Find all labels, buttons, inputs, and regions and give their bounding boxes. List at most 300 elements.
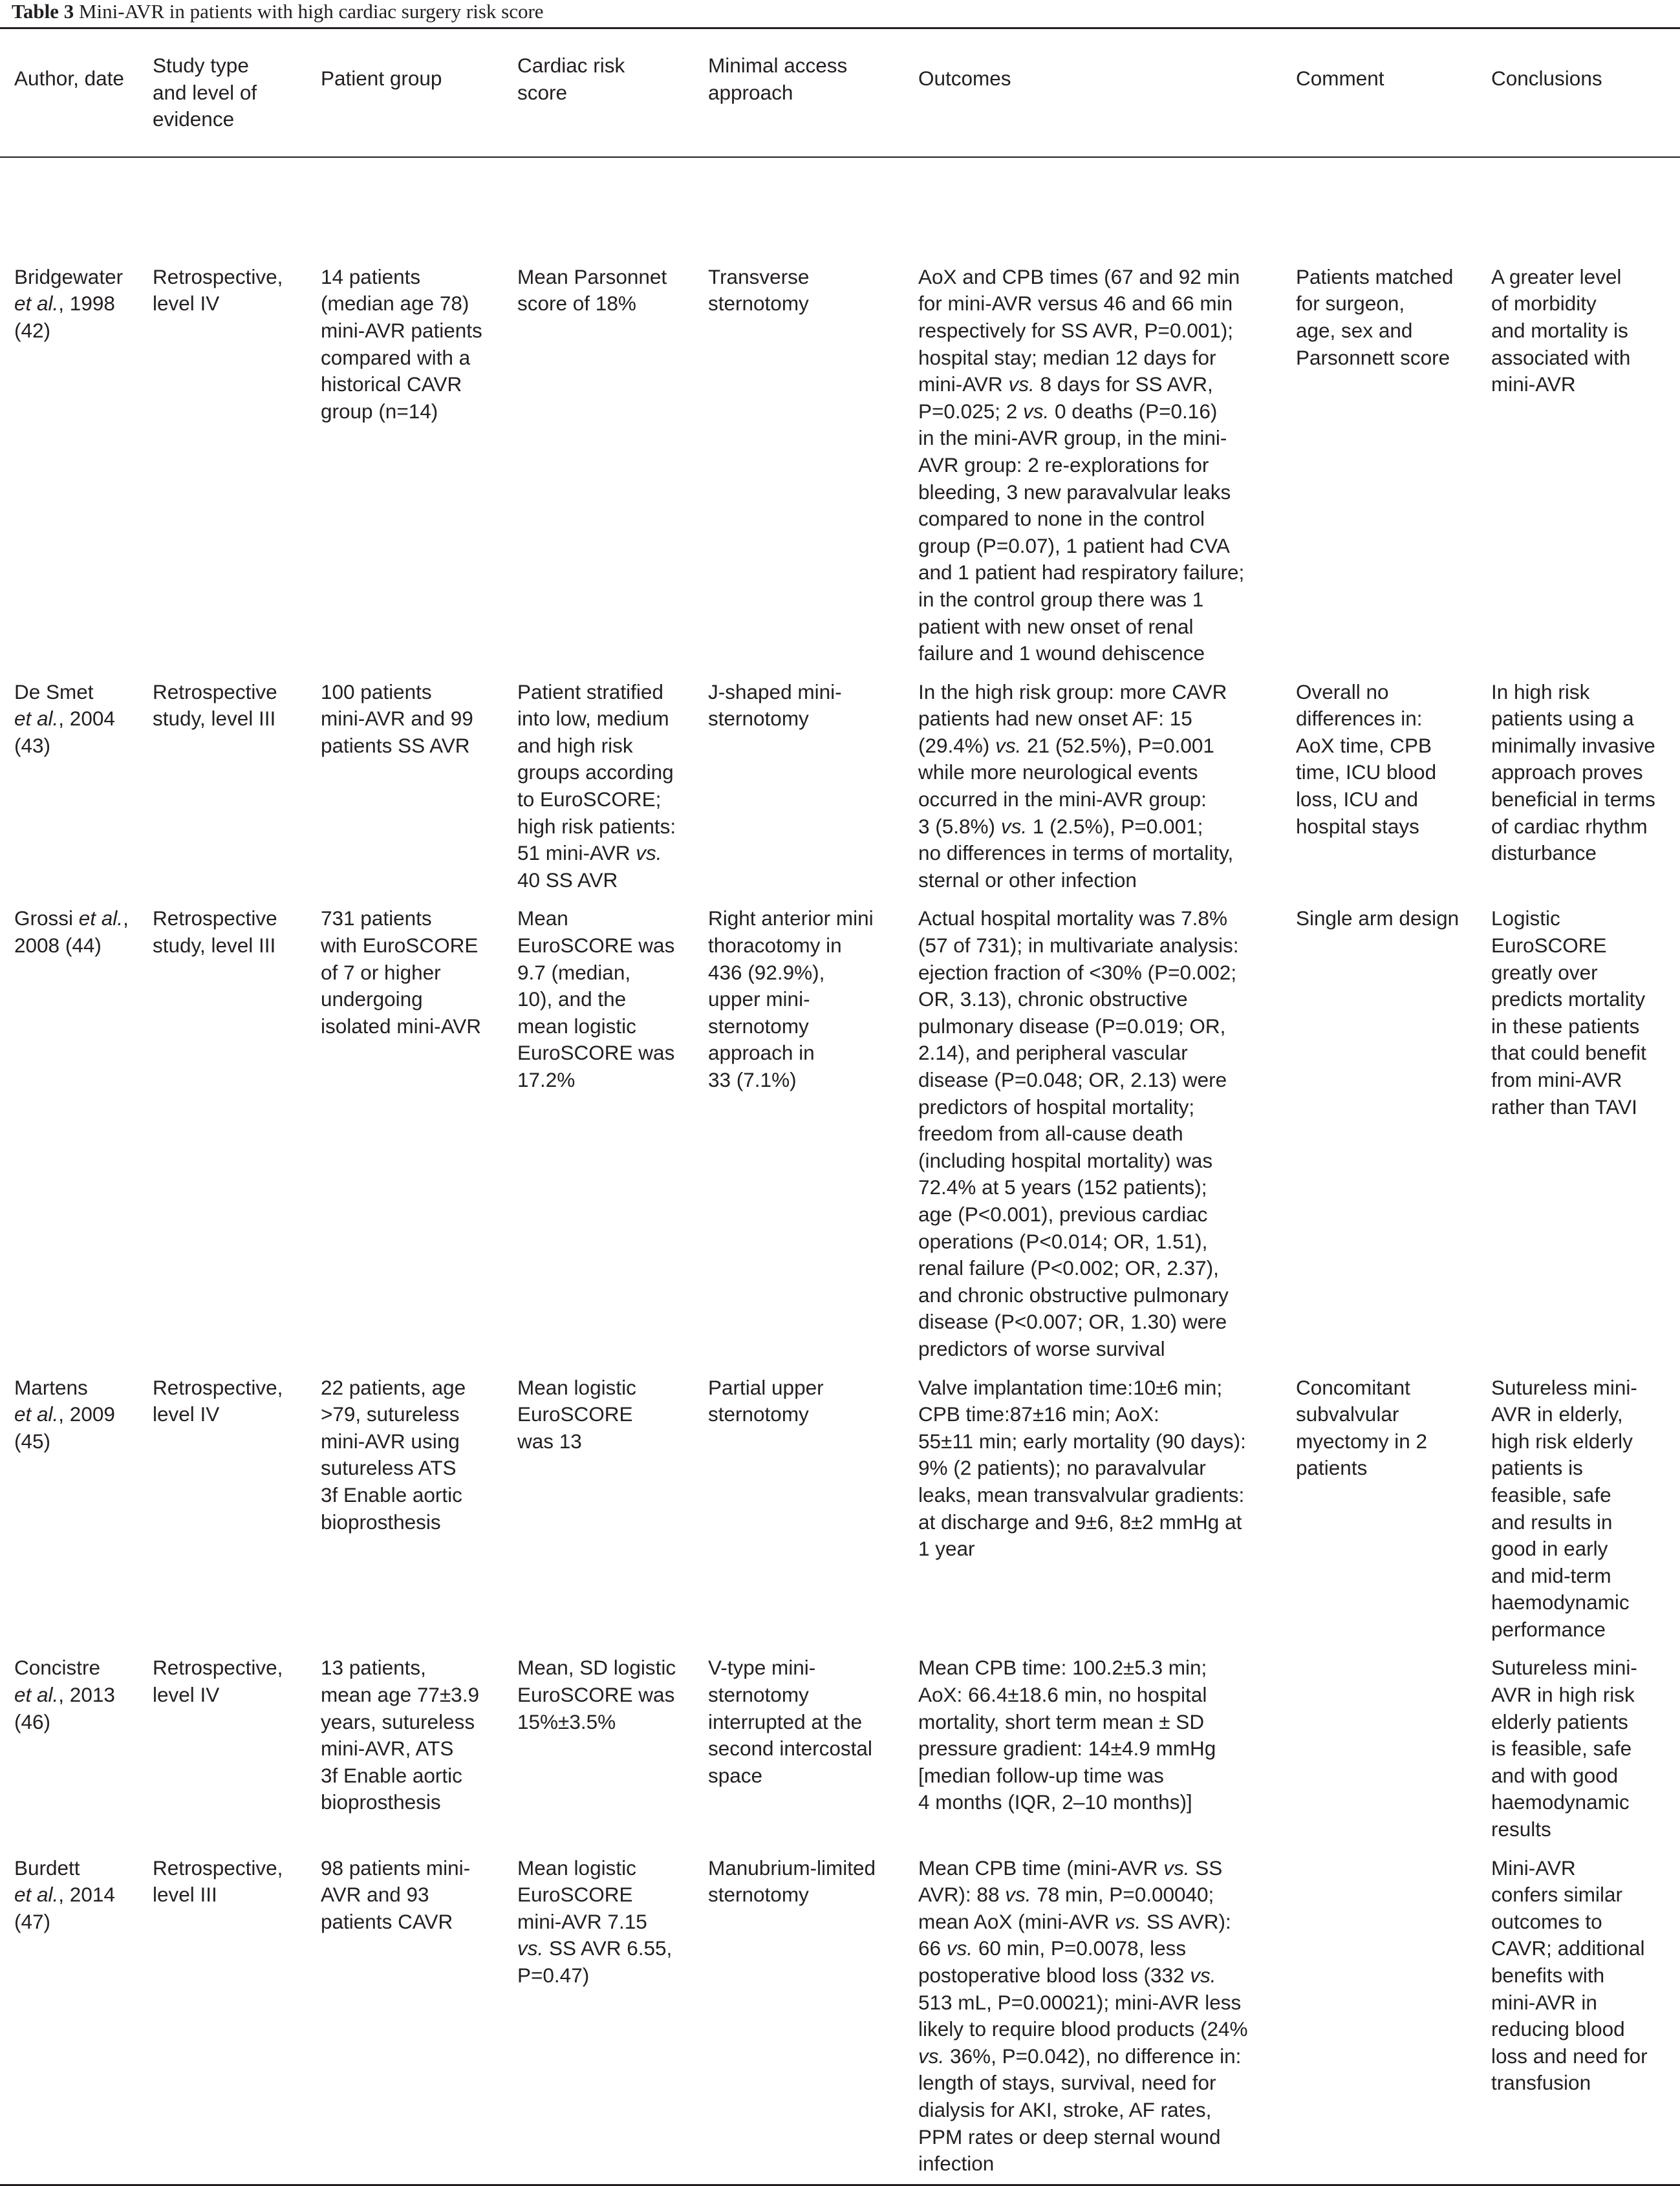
cell-line: and mortality is [1491, 318, 1628, 342]
cell-line: is feasible, safe [1491, 1737, 1632, 1761]
cell-line: PPM rates or deep sternal wound [918, 2125, 1221, 2148]
cell-line: Concistre [14, 1656, 101, 1680]
column-header-outcomes [904, 28, 1282, 157]
cell-line: AVR group: 2 re-explorations for [918, 453, 1209, 477]
cell-line: AVR): 88 vs. 78 min, P=0.00040; [918, 1883, 1214, 1907]
cell-line: (45) [14, 1429, 51, 1453]
table-body [0, 157, 1680, 2185]
cell-line: subvalvular [1296, 1402, 1399, 1426]
cell-line: 731 patients [321, 906, 432, 930]
cell-line: disease (P=0.048; OR, 2.13) were [918, 1068, 1227, 1091]
cell-line: 14 patients [321, 264, 421, 288]
cell-line: Martens [14, 1375, 88, 1399]
cell-line: and level of [153, 80, 257, 104]
cell-line: patients SS AVR [321, 733, 470, 757]
cell-line: outcomes to [1491, 1909, 1602, 1933]
approach-cell [694, 157, 904, 674]
cell-line: and results in [1491, 1510, 1613, 1534]
cell-line: myectomy in 2 [1296, 1429, 1428, 1453]
cell-line: EuroSCORE was [517, 934, 675, 958]
cell-line: age, sex and [1296, 318, 1413, 342]
cell-line: sternotomy [708, 1402, 809, 1426]
cell-line: upper mini- [708, 987, 810, 1011]
cell-line: 4 months (IQR, 2–10 months)] [918, 1790, 1192, 1814]
approach-cell [694, 1369, 904, 1650]
study-type-cell [138, 157, 307, 674]
cell-line: and chronic obstructive pulmonary [918, 1283, 1229, 1307]
cell-line: predictors of worse survival [918, 1336, 1165, 1360]
outcomes-cell [904, 674, 1282, 901]
cell-line: Cardiac risk [517, 54, 625, 77]
cell-line: et al., 1998 [14, 292, 115, 316]
cell-line: historical CAVR [321, 372, 462, 396]
cell-line: from mini-AVR [1491, 1068, 1622, 1091]
cell-line: no differences in terms of mortality, [918, 841, 1234, 865]
cell-line: of 7 or higher [321, 960, 441, 984]
cell-line: confers similar [1491, 1883, 1623, 1907]
approach-cell [694, 674, 904, 901]
cell-line: reducing blood [1491, 2017, 1625, 2041]
cell-line: 66 vs. 60 min, P=0.0078, less [918, 1936, 1187, 1960]
cell-line: Parsonnett score [1296, 345, 1450, 369]
cell-line: (median age 78) [321, 292, 469, 316]
cell-line: and 1 patient had respiratory failure; [918, 561, 1245, 584]
cell-line: 17.2% [517, 1068, 576, 1091]
cell-line: bioprosthesis [321, 1510, 441, 1534]
cell-line: OR, 3.13), chronic obstructive [918, 987, 1188, 1011]
outcomes-cell [904, 1369, 1282, 1650]
column-header-study-type [138, 28, 307, 157]
cell-line: et al., 2004 [14, 707, 115, 731]
cell-line: Retrospective, [153, 1856, 283, 1880]
cell-line: good in early [1491, 1537, 1608, 1561]
cell-line: bioprosthesis [321, 1790, 441, 1814]
cell-line: renal failure (P<0.002; OR, 2.37), [918, 1256, 1219, 1280]
cell-line: EuroSCORE [1491, 934, 1607, 958]
cell-line: study, level III [153, 707, 276, 731]
cell-line: Right anterior mini [708, 906, 874, 930]
cell-line: mini-AVR 7.15 [517, 1909, 647, 1933]
cell-line: Patients matched [1296, 264, 1454, 288]
cell-line: 9% (2 patients); no paravalvular [918, 1456, 1206, 1480]
cell-line: AoX and CPB times (67 and 92 min [918, 264, 1240, 288]
cell-line: level III [153, 1883, 217, 1907]
cell-line: In high risk [1491, 680, 1590, 703]
table-header [0, 28, 1680, 157]
cell-line: AoX: 66.4±18.6 min, no hospital [918, 1683, 1207, 1707]
table-row [0, 1850, 1680, 2185]
patient-group-cell [307, 674, 503, 901]
cell-line: dialysis for AKI, stroke, AF rates, [918, 2097, 1212, 2121]
table-label: Table 3 [12, 0, 74, 23]
cell-line: mini-AVR in [1491, 1990, 1597, 2014]
column-header-author-date [0, 28, 138, 157]
cell-line: patients [1296, 1456, 1368, 1480]
cell-line: 3f Enable aortic [321, 1763, 462, 1787]
author-cell [0, 1369, 138, 1650]
cell-line: Overall no [1296, 680, 1389, 703]
cell-line: sternotomy [708, 1883, 809, 1907]
cell-line: minimally invasive [1491, 733, 1655, 757]
cell-line: failure and 1 wound dehiscence [918, 641, 1205, 665]
cell-line: respectively for SS AVR, P=0.001); [918, 318, 1234, 342]
patient-group-cell [307, 1850, 503, 2185]
risk-score-cell [503, 674, 694, 901]
cell-line: AVR in high risk [1491, 1683, 1635, 1707]
cell-line: In the high risk group: more CAVR [918, 680, 1227, 703]
cell-line: transfusion [1491, 2071, 1591, 2095]
cell-line: Mean logistic [517, 1375, 636, 1399]
cell-line: vs. SS AVR 6.55, [517, 1936, 673, 1960]
cell-line: pulmonary disease (P=0.019; OR, [918, 1014, 1226, 1038]
cell-line: rather than TAVI [1491, 1095, 1637, 1119]
cell-line: compared to none in the control [918, 507, 1205, 531]
cell-line: at discharge and 9±6, 8±2 mmHg at [918, 1510, 1242, 1534]
cell-line: 22 patients, age [321, 1375, 466, 1399]
cell-line: 9.7 (median, [517, 960, 631, 984]
cell-line: Mean [517, 906, 568, 930]
risk-score-cell [503, 900, 694, 1369]
cell-line: approach in [708, 1041, 815, 1065]
study-type-cell [138, 674, 307, 901]
cell-line: study, level III [153, 934, 276, 958]
cell-line: mean AoX (mini-AVR vs. SS AVR): [918, 1909, 1231, 1933]
cell-line: (57 of 731); in multivariate analysis: [918, 934, 1239, 958]
cell-line: (42) [14, 318, 51, 342]
cell-line: Mean CPB time: 100.2±5.3 min; [918, 1656, 1207, 1680]
cell-line: length of stays, survival, need for [918, 2071, 1216, 2095]
cell-line: 55±11 min; early mortality (90 days): [918, 1429, 1246, 1453]
cell-line: [median follow-up time was [918, 1763, 1164, 1787]
author-cell [0, 1850, 138, 2185]
cell-line: Mean, SD logistic [517, 1656, 676, 1680]
cell-line: V-type mini- [708, 1656, 816, 1680]
cell-line: Study type [153, 54, 249, 77]
cell-line: approach proves [1491, 760, 1643, 784]
cell-line: et al., 2014 [14, 1883, 115, 1907]
column-header-minimal-access-approach [694, 28, 904, 157]
cell-line: performance [1491, 1617, 1606, 1641]
conclusion-cell [1477, 1369, 1680, 1650]
cell-line: in these patients [1491, 1014, 1640, 1038]
study-type-cell [138, 1850, 307, 2185]
risk-score-cell [503, 157, 694, 674]
cell-line: Sutureless mini- [1491, 1375, 1637, 1399]
cell-line: 2.14), and peripheral vascular [918, 1041, 1188, 1065]
cell-line: 40 SS AVR [517, 868, 618, 892]
cell-line: Retrospective, [153, 1656, 283, 1680]
patient-group-cell [307, 1369, 503, 1650]
cell-line: likely to require blood products (24% [918, 2017, 1248, 2041]
cell-line: AVR in elderly, [1491, 1402, 1623, 1426]
cell-line: time, ICU blood [1296, 760, 1437, 784]
cell-line: AoX time, CPB [1296, 733, 1432, 757]
cell-line: group (P=0.07), 1 patient had CVA [918, 533, 1230, 557]
cell-line: 13 patients, [321, 1656, 426, 1680]
approach-cell [694, 900, 904, 1369]
cell-line: to EuroSCORE; [517, 788, 662, 811]
cell-line: Retrospective [153, 906, 277, 930]
cell-line: results [1491, 1817, 1551, 1841]
cell-line: (including hospital mortality) was [918, 1148, 1213, 1172]
column-header-patient-group [307, 28, 503, 157]
cell-line: mini-AVR and 99 [321, 707, 473, 731]
cell-line: Burdett [14, 1856, 80, 1880]
cell-line: interrupted at the [708, 1709, 863, 1733]
cell-line: Bridgewater [14, 264, 124, 288]
cell-line: Concomitant [1296, 1375, 1410, 1399]
cell-line: postoperative blood loss (332 vs. [918, 1964, 1216, 1987]
table-row [0, 1369, 1680, 1650]
cell-line: score [517, 80, 568, 104]
cell-line: 3f Enable aortic [321, 1483, 462, 1506]
cell-line: operations (P<0.014; OR, 1.51), [918, 1229, 1208, 1253]
cell-line: (46) [14, 1709, 51, 1733]
cell-line: mini-AVR, ATS [321, 1737, 454, 1761]
cell-line: 98 patients mini- [321, 1856, 471, 1880]
cell-line: of cardiac rhythm [1491, 814, 1648, 838]
cell-line: infection [918, 2152, 995, 2176]
risk-score-cell [503, 1649, 694, 1849]
cell-line: disturbance [1491, 841, 1597, 865]
cell-line: EuroSCORE [517, 1883, 633, 1907]
cell-line: EuroSCORE was [517, 1683, 675, 1707]
approach-cell [694, 1850, 904, 2185]
cell-line: that could benefit [1491, 1041, 1646, 1065]
cell-line: compared with a [321, 345, 471, 369]
patient-group-cell [307, 1649, 503, 1849]
cell-line: level IV [153, 1683, 220, 1707]
cell-line: Author, date [14, 67, 124, 90]
cell-line: Retrospective, [153, 264, 283, 288]
cell-line: Mini-AVR [1491, 1856, 1576, 1880]
comment-cell [1282, 1369, 1477, 1650]
cell-line: mini-AVR patients [321, 318, 482, 342]
conclusion-cell [1477, 1649, 1680, 1849]
cell-line: Retrospective, [153, 1375, 283, 1399]
risk-score-cell [503, 1369, 694, 1650]
cell-line: CPB time:87±16 min; AoX: [918, 1402, 1159, 1426]
conclusion-cell [1477, 674, 1680, 901]
cell-line: P=0.47) [517, 1964, 590, 1987]
cell-line: mortality, short term mean ± SD [918, 1709, 1205, 1733]
cell-line: (29.4%) vs. 21 (52.5%), P=0.001 [918, 733, 1214, 757]
cell-line: 15%±3.5% [517, 1709, 616, 1733]
cell-line: predicts mortality [1491, 987, 1646, 1011]
conclusion-cell [1477, 1850, 1680, 2185]
cell-line: 2008 (44) [14, 934, 102, 958]
cell-line: age (P<0.001), previous cardiac [918, 1202, 1208, 1226]
cell-line: in the mini-AVR group, in the mini- [918, 426, 1227, 450]
cell-line: level IV [153, 1402, 220, 1426]
author-cell [0, 1649, 138, 1849]
cell-line: for surgeon, [1296, 292, 1405, 316]
cell-line: loss and need for [1491, 2044, 1648, 2068]
cell-line: (47) [14, 1909, 51, 1933]
cell-line: was 13 [517, 1429, 582, 1453]
cell-line: Mean Parsonnet [517, 264, 667, 288]
cell-line: and high risk [517, 733, 633, 757]
cell-line: Grossi et al., [14, 906, 129, 930]
author-cell [0, 157, 138, 674]
patient-group-cell [307, 157, 503, 674]
cell-line: beneficial in terms [1491, 788, 1655, 811]
comment-cell [1282, 1850, 1477, 2185]
cell-line: Transverse [708, 264, 810, 288]
cell-line: Comment [1296, 67, 1384, 90]
comment-cell [1282, 900, 1477, 1369]
cell-line: high risk patients: [517, 814, 676, 838]
cell-line: and mid-term [1491, 1563, 1611, 1587]
study-type-cell [138, 900, 307, 1369]
cell-line: 436 (92.9%), [708, 960, 825, 984]
cell-line: Valve implantation time:10±6 min; [918, 1375, 1223, 1399]
cell-line: Sutureless mini- [1491, 1656, 1637, 1680]
cell-line: leaks, mean transvalvular gradients: [918, 1483, 1245, 1506]
table-row [0, 1649, 1680, 1849]
cell-line: mini-AVR vs. 8 days for SS AVR, [918, 372, 1213, 396]
cell-line: sternotomy [708, 292, 809, 316]
cell-line: 100 patients [321, 680, 432, 703]
cell-line: disease (P<0.007; OR, 1.30) were [918, 1310, 1227, 1334]
cell-line: sternal or other infection [918, 868, 1137, 892]
cell-line: bleeding, 3 new paravalvular leaks [918, 480, 1231, 504]
column-header-cardiac-risk-score [503, 28, 694, 157]
table-caption [12, 0, 544, 26]
outcomes-cell [904, 1649, 1282, 1849]
cell-line: CAVR; additional [1491, 1936, 1645, 1960]
header-row [0, 28, 1680, 157]
comment-cell [1282, 674, 1477, 901]
cell-line: 33 (7.1%) [708, 1068, 797, 1091]
cell-line: mean age 77±3.9 [321, 1683, 479, 1707]
cell-line: second intercostal [708, 1737, 872, 1761]
cell-line: Outcomes [918, 67, 1011, 90]
cell-line: in the control group there was 1 [918, 587, 1204, 611]
cell-line: sternotomy [708, 1014, 809, 1038]
comment-cell [1282, 1649, 1477, 1849]
cell-line: patients had new onset AF: 15 [918, 707, 1192, 731]
cell-line: EuroSCORE was [517, 1041, 675, 1065]
outcomes-cell [904, 1850, 1282, 2185]
cell-line: evidence [153, 107, 235, 131]
cell-line: benefits with [1491, 1964, 1605, 1987]
conclusion-cell [1477, 900, 1680, 1369]
cell-line: group (n=14) [321, 399, 438, 423]
cell-line: 513 mL, P=0.00021); mini-AVR less [918, 1990, 1242, 2014]
cell-line: hospital stay; median 12 days for [918, 345, 1216, 369]
cell-line: isolated mini-AVR [321, 1014, 482, 1038]
cell-line: et al., 2009 [14, 1402, 115, 1426]
cell-line: occurred in the mini-AVR group: [918, 788, 1207, 811]
cell-line: undergoing [321, 987, 423, 1011]
table-row [0, 157, 1680, 674]
cell-line: vs. 36%, P=0.042), no difference in: [918, 2044, 1242, 2068]
cell-line: sternotomy [708, 1683, 809, 1707]
study-type-cell [138, 1649, 307, 1849]
cell-line: Patient stratified [517, 680, 663, 703]
cell-line: (43) [14, 733, 51, 757]
table-row [0, 900, 1680, 1369]
cell-line: elderly patients [1491, 1709, 1628, 1733]
cell-line: AVR and 93 [321, 1883, 429, 1907]
cell-line: and with good [1491, 1763, 1619, 1787]
cell-line: with EuroSCORE [321, 934, 479, 958]
cell-line: hospital stays [1296, 814, 1419, 838]
cell-line: approach [708, 80, 793, 104]
cell-line: into low, medium [517, 707, 669, 731]
cell-line: haemodynamic [1491, 1790, 1630, 1814]
cell-line: freedom from all-cause death [918, 1122, 1183, 1146]
study-type-cell [138, 1369, 307, 1650]
cell-line: patients CAVR [321, 1909, 453, 1933]
cell-line: Conclusions [1491, 67, 1602, 90]
cell-line: score of 18% [517, 292, 636, 316]
column-header-conclusions [1477, 28, 1680, 157]
cell-line: feasible, safe [1491, 1483, 1611, 1506]
cell-line: 10), and the [517, 987, 627, 1011]
cell-line: patients is [1491, 1456, 1583, 1480]
risk-score-cell [503, 1850, 694, 2185]
table-title: Mini-AVR in patients with high cardiac surgery risk score [74, 0, 544, 23]
cell-line: associated with [1491, 345, 1631, 369]
cell-line: sutureless ATS [321, 1456, 457, 1480]
table-row [0, 674, 1680, 901]
cell-line: sternotomy [708, 707, 809, 731]
author-cell [0, 674, 138, 901]
column-header-comment [1282, 28, 1477, 157]
cell-line: loss, ICU and [1296, 788, 1419, 811]
cell-line: groups according [517, 760, 674, 784]
cell-line: Mean logistic [517, 1856, 636, 1880]
cell-line: A greater level [1491, 264, 1622, 288]
cell-line: mini-AVR using [321, 1429, 460, 1453]
cell-line: differences in: [1296, 707, 1423, 731]
cell-line: J-shaped mini- [708, 680, 842, 703]
cell-line: 1 year [918, 1537, 975, 1561]
cell-line: Partial upper [708, 1375, 824, 1399]
cell-line: Retrospective [153, 680, 277, 703]
cell-line: Patient group [321, 67, 442, 90]
cell-line: space [708, 1763, 763, 1787]
cell-line: of morbidity [1491, 292, 1597, 316]
cell-line: Mean CPB time (mini-AVR vs. SS [918, 1856, 1223, 1880]
cell-line: ejection fraction of <30% (P=0.002; [918, 960, 1237, 984]
cell-line: 72.4% at 5 years (152 patients); [918, 1175, 1207, 1199]
cell-line: De Smet [14, 680, 94, 703]
cell-line: 3 (5.8%) vs. 1 (2.5%), P=0.001; [918, 814, 1203, 838]
cell-line: greatly over [1491, 960, 1598, 984]
cell-line: for mini-AVR versus 46 and 66 min [918, 292, 1233, 316]
cell-line: EuroSCORE [517, 1402, 633, 1426]
cell-line: high risk elderly [1491, 1429, 1633, 1453]
cell-line: mean logistic [517, 1014, 636, 1038]
author-cell [0, 900, 138, 1369]
cell-line: patient with new onset of renal [918, 614, 1194, 638]
cell-line: while more neurological events [918, 760, 1198, 784]
comment-cell [1282, 157, 1477, 674]
cell-line: Manubrium-limited [708, 1856, 876, 1880]
cell-line: years, sutureless [321, 1709, 475, 1733]
cell-line: Logistic [1491, 906, 1560, 930]
outcomes-cell [904, 900, 1282, 1369]
patient-group-cell [307, 900, 503, 1369]
cell-line: Minimal access [708, 54, 848, 77]
conclusion-cell [1477, 157, 1680, 674]
cell-line: et al., 2013 [14, 1683, 115, 1707]
cell-line: Actual hospital mortality was 7.8% [918, 906, 1227, 930]
cell-line: haemodynamic [1491, 1591, 1630, 1614]
